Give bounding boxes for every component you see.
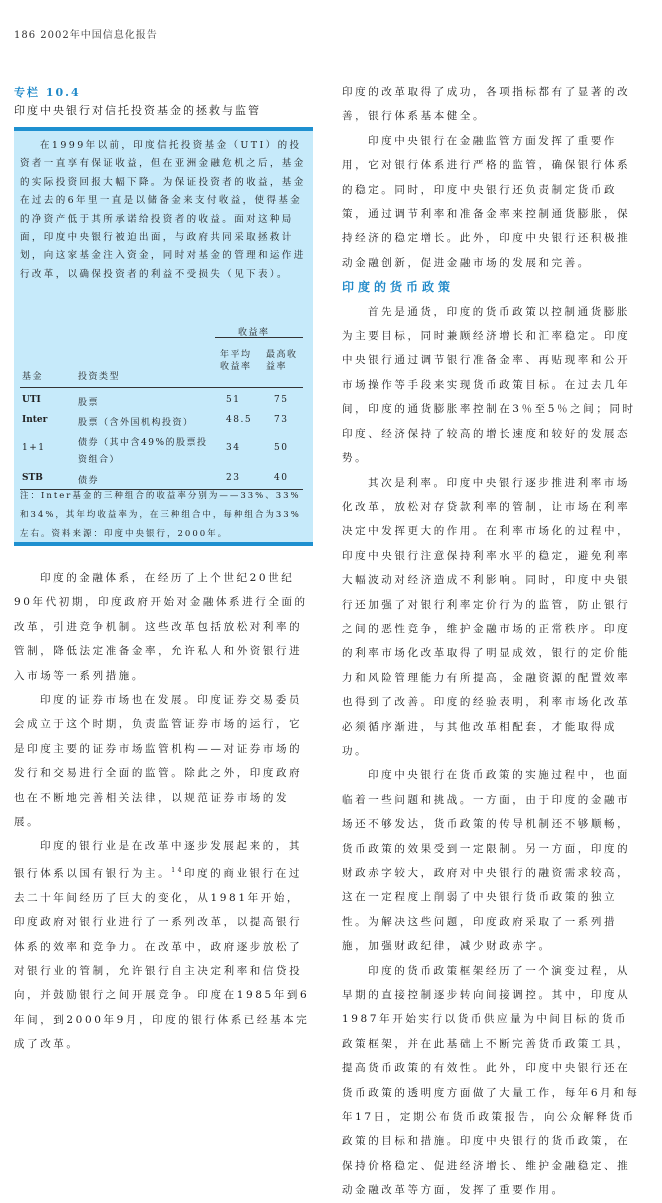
row-val-b: 75	[274, 395, 289, 405]
paragraph: 印度的货币政策框架经历了一个演变过程，从早期的直接控制逐步转向间接调控。其中，印度从1987年开始实行以货币供应量为中间目标的货币政策框架，并在此基础上不断完善货币政策工具，提高货币政策的有效性。此外，印度中央银行还在货币政策的透明度方面做了大量工作，每年6月和每年17日，定期公布货币政策报告，向公众解释货币政策的目标和措施。印度中央银行的货币政策，在保持价格稳定、促进经济增长、维护金融稳定、推动金融改革等方面，发挥了重要作用。	[342, 964, 640, 1197]
paragraph: 印度的证券市场也在发展。印度证券交易委员会成立于这个时期，负责监管证券市场的运行，它是印度主要的证券市场监管机构——对证券市场的发行和交易进行全面的监管。除此之外，印度政府也在不断地完善相关法律，以规范证券市场的发展。	[14, 694, 303, 829]
row-val-b: 50	[274, 443, 289, 453]
right-column	[342, 80, 640, 1203]
box-label: 专栏 10.4	[14, 86, 81, 99]
row-name: STB	[22, 473, 43, 483]
paragraph	[14, 834, 312, 1056]
paragraph: 印度中央银行在货币政策的实施过程中，也面临着一些问题和挑战。一方面，由于印度的金融市场还不够发达，货币政策的传导机制还不够顺畅，货币政策的效果受到一定限制。另一方面，印度的财政赤字较大，政府对中央银行的融资需求较高，这在一定程度上削弱了中央银行货币政策的独立性。为解决这些问题，印度政府采取了一系列措施，加强财政纪律，减少财政赤字。	[342, 769, 631, 953]
col-header-a: 年平均收益率	[220, 350, 252, 372]
paragraph-text: 印度的银行业是在改革中逐步发展起来的，其银行体系以国有银行为主。	[14, 840, 302, 880]
section-title: 印度的货币政策	[342, 280, 455, 295]
row-type: 股票	[78, 398, 100, 408]
page-header: 186 2002年中国信息化报告	[14, 30, 158, 41]
paragraph: 其次是利率。印度中央银行逐步推进利率市场化改革，放松对存贷款利率的管制，让市场在利率决定中发挥更大的作用。在利率市场化的过程中，印度中央银行注意保持利率水平的稳定，避免利率大幅波动对经济造成不利影响。同时，印度中央银行还加强了对银行利率定价行为的监管，防止银行之间的恶性竞争，维护金融市场的正常秩序。印度的利率市场化改革取得了明显成效，银行的定价能力和风险管理能力有所提高，金融资源的配置效率也得到了改善。印度的经验表明，利率市场化改革必须循序渐进，与其他改革相配套，才能取得成功。	[342, 476, 631, 757]
left-column	[14, 566, 312, 1057]
row-name: UTI	[22, 395, 41, 405]
paragraph: 首先是通货，印度的货币政策以控制通货膨胀为主要目标，同时兼顾经济增长和汇率稳定。印度中央银行通过调节银行准备金率、再贴现率和公开市场操作等手段来实现货币政策目标。在过去几年间，印度的通货膨胀率控制在3％至5％之间；同时印度、经济保持了较高的增长速度和较好的发展态势。	[342, 305, 636, 465]
row-val-b: 73	[274, 415, 289, 425]
header-rule	[20, 387, 303, 388]
paragraph: 印度中央银行在金融监管方面发挥了重要作用，它对银行体系进行严格的监管，确保银行体系的稳定。同时，印度中央银行还负责制定货币政策，通过调节利率和准备金率来控制通货膨胀，保持经济的稳定增长。此外，印度中央银行还积极推动金融创新，促进金融市场的发展和完善。	[342, 134, 631, 269]
footnote-ref: 14	[171, 866, 185, 874]
row-val-b: 40	[274, 473, 289, 483]
box-note: 注：Inter基金的三种组合的收益率分别为——33%、33%和34%，其年均收益率为，在三种组合中，每种组合为33%左右。资料来源：印度中央银行，2000年。	[20, 491, 301, 539]
row-type: 债券	[78, 476, 100, 486]
row-val-a: 51	[226, 395, 241, 405]
paragraph: 印度的金融体系，在经历了上个世纪20世纪90年代初期，印度政府开始对金融体系进行全面的改革，引进竞争机制。这些改革包括放松对利率的管制，降低法定准备金率，允许私人和外资银行进入市场等一系列措施。	[14, 572, 308, 682]
paragraph: 印度的改革取得了成功，各项指标都有了显著的改善，银行体系基本健全。	[342, 86, 631, 123]
group-header: 收益率	[238, 328, 270, 338]
row-type: 债券（其中含49%的股票投资组合）	[78, 438, 208, 465]
box-intro: 在1999年以前，印度信托投资基金（UTI）的投资者一直享有保证收益，但在亚洲金融危机之后，基金的实际投资回报大幅下降。为保证投资者的收益，基金在过去的6年里一直是以储备金来支付收益，使得基金的净资产低于其所承诺给投资者的收益。面对这种局面，印度中央银行被迫出面，与政府共同采取拯救计划，向这家基金注入资金，同时对基金的管理和运作进行改革，以确保投资者的利益不受损失（见下表）。	[20, 140, 306, 280]
paragraph-text: 印度的商业银行在过去二十年间经历了巨大的变化，从1981年开始，印度政府对银行业进行了一系列改革，以提高银行体系的效率和竞争力。在改革中，政府逐步放松了对银行业的管制，允许银行自主决定利率和信贷投向，并鼓励银行之间开展竞争。印度在1985年到6年间，到2000年9月，印度的银行体系已经基本完成了改革。	[14, 867, 310, 1051]
row-name: 1+1	[22, 443, 46, 453]
col-header-type: 投资类型	[78, 372, 121, 382]
info-box	[14, 127, 313, 546]
row-val-a: 23	[226, 473, 241, 483]
row-name: Inter	[22, 415, 48, 425]
row-val-a: 34	[226, 443, 241, 453]
col-header-b: 最高收益率	[266, 350, 298, 372]
row-val-a: 48.5	[226, 415, 253, 425]
box-title: 印度中央银行对信托投资基金的拯救与监管	[14, 104, 261, 117]
row-type: 股票（含外国机构投资）	[78, 418, 194, 428]
col-header-name: 基金	[22, 372, 44, 382]
